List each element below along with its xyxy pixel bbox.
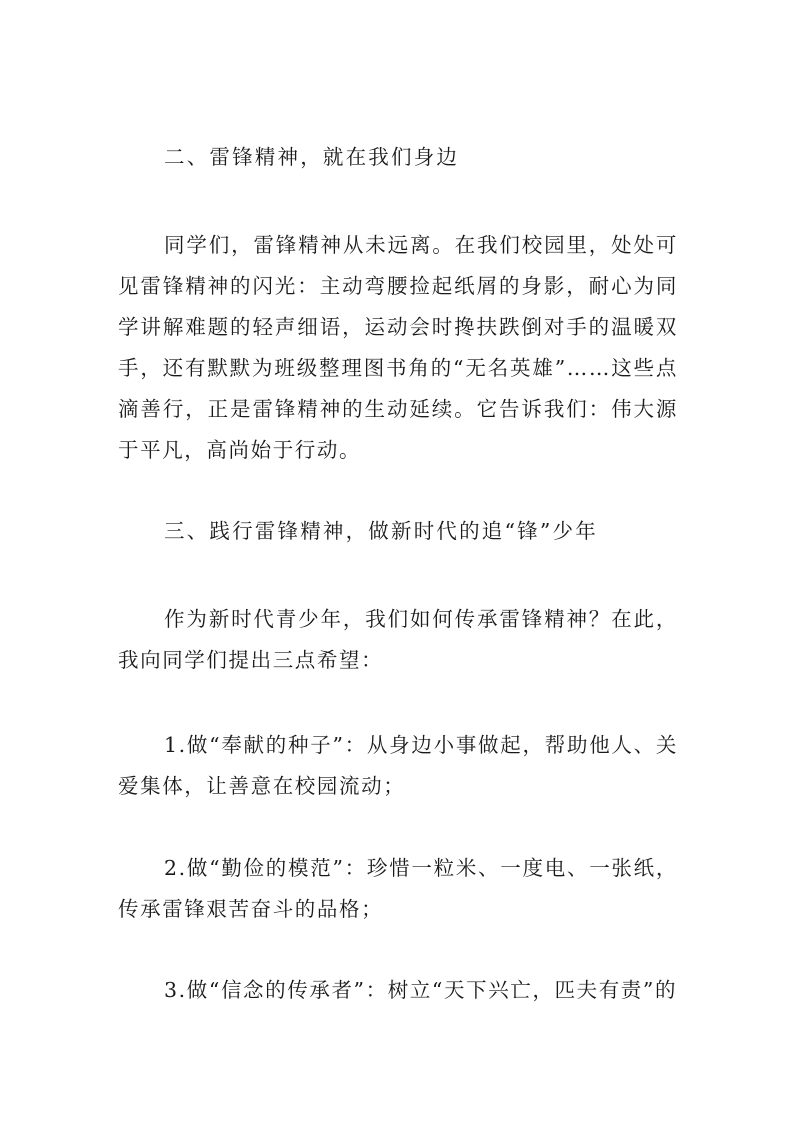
list-item-2: 2.做“勤俭的模范”：珍惜一粒米、一度电、一张纸，传承雷锋艰苦奋斗的品格； xyxy=(118,856,678,921)
body-paragraph-2: 作为新时代青少年，我们如何传承雷锋精神？在此，我向同学们提出三点希望： xyxy=(118,607,678,672)
list-item-1: 1.做“奉献的种子”：从身边小事做起，帮助他人、关爱集体，让善意在校园流动； xyxy=(118,733,678,798)
list-item-3: 3.做“信念的传承者”：树立“天下兴亡，匹夫有责”的 xyxy=(164,978,678,1002)
body-paragraph-1: 同学们，雷锋精神从未远离。在我们校园里，处处可见雷锋精神的闪光：主动弯腰捡起纸屑的身影，耐心为同学讲解难题的轻声细语，运动会时搀扶跌倒对手的温暖双手，还有默默为班级整理图书角的“无名英雄”……这些点滴善行，正是雷锋精神的生动延续。它告诉我们：伟大源于平凡，高尚始于行动。 xyxy=(118,233,678,462)
section-heading-2: 二、雷锋精神，就在我们身边 xyxy=(164,145,460,169)
section-heading-3: 三、践行雷锋精神，做新时代的追“锋”少年 xyxy=(164,519,598,543)
